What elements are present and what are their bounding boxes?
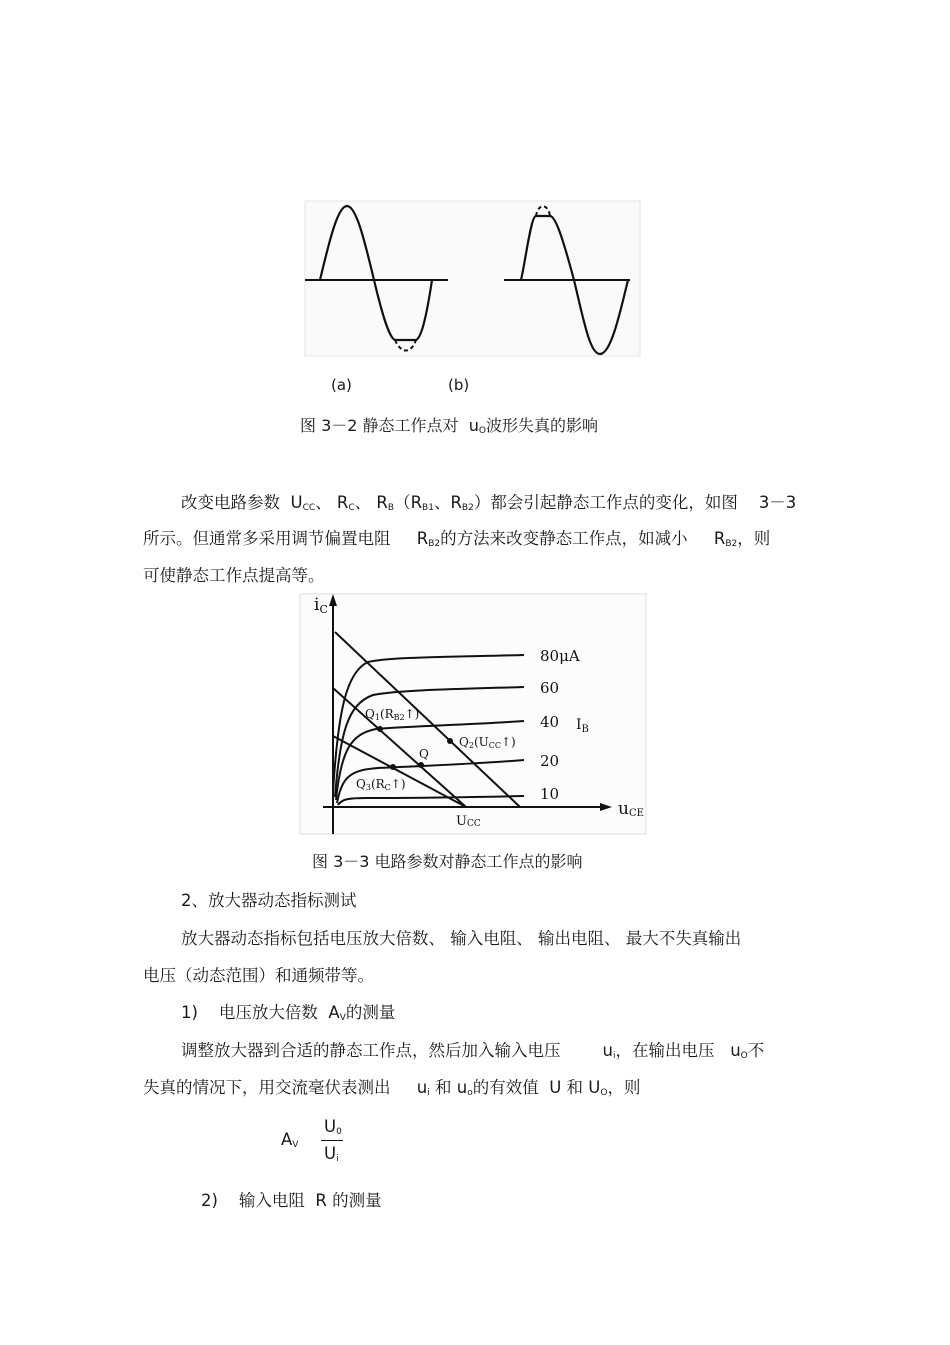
curve-label-10: 10	[540, 785, 560, 803]
point-q3	[390, 764, 396, 770]
curve-label-80uA: 80μA	[540, 647, 580, 665]
point-q1	[377, 726, 383, 732]
y-axis-label: iC	[314, 595, 328, 616]
ib-label: $I_B$	[576, 717, 589, 735]
curve-label-60: 60	[540, 679, 560, 697]
section-2-para-line-1: 放大器动态指标包括电压放大倍数、 输入电阻、 输出电阻、 最大不失真输出	[181, 929, 742, 948]
curve-label-20: 20	[540, 752, 560, 770]
ucc-label: UCC	[456, 814, 481, 829]
point-q	[418, 762, 424, 768]
item-2-heading: 2) 输入电阻 R 的测量	[201, 1191, 382, 1210]
q3-label: Q3(RC↑)	[356, 777, 406, 792]
paragraph-1-line-2: 所示。但通常多采用调节偏置电阻 $R_{B2}$的方法来改变静态工作点，如减小 $R_{B2}$，则	[143, 529, 771, 549]
fig-3-2-caption: 图 3－2 静态工作点对 $u_O$波形失真的影响	[300, 416, 598, 436]
curve-label-40: 40	[540, 713, 560, 731]
formula-numerator: $U_0$	[324, 1117, 342, 1137]
formula-denominator: $U_i$	[324, 1144, 339, 1164]
paragraph-2-line-2: 失真的情况下，用交流毫伏表测出 $u_i$ 和 $u_o$的有效值 U 和 $U_O$，则	[143, 1078, 641, 1098]
paragraph-1-line-3: 可使静态工作点提高等。	[143, 566, 325, 585]
x-axis-label: uCE	[618, 799, 644, 819]
section-2-para-line-2: 电压（动态范围）和通频带等。	[143, 966, 374, 985]
fig-3-3-caption: 图 3－3 电路参数对静态工作点的影响	[312, 852, 583, 871]
section-2-heading: 2、放大器动态指标测试	[181, 891, 357, 910]
paragraph-1-line-1: 改变电路参数 $U_{CC}$、 $R_C$、 $R_B(R_{B1}$、$R_{B2}$）都会引起静态工作点的变化，如图 3－3	[181, 493, 797, 513]
fig-3-2-label-b: (b)	[448, 376, 470, 394]
q2-label: Q2(UCC↑)	[459, 735, 516, 750]
q1-label: Q1(RB2↑)	[365, 707, 420, 722]
paragraph-2-line-1: 调整放大器到合适的静态工作点，然后加入输入电压 $u_i$，在输出电压 $u_O$不	[181, 1041, 765, 1061]
formula-fraction-bar	[321, 1140, 343, 1141]
fig-3-2-label-a: (a)	[331, 376, 352, 394]
item-1-heading: 1) 电压放大倍数 $A_V$的测量	[181, 1003, 396, 1023]
q-label: Q	[419, 747, 429, 761]
fig-3-3-characteristics	[298, 592, 650, 836]
formula-lhs: $A_V$	[281, 1130, 299, 1150]
fig-3-2-waveforms	[300, 198, 645, 363]
point-q2	[447, 738, 453, 744]
